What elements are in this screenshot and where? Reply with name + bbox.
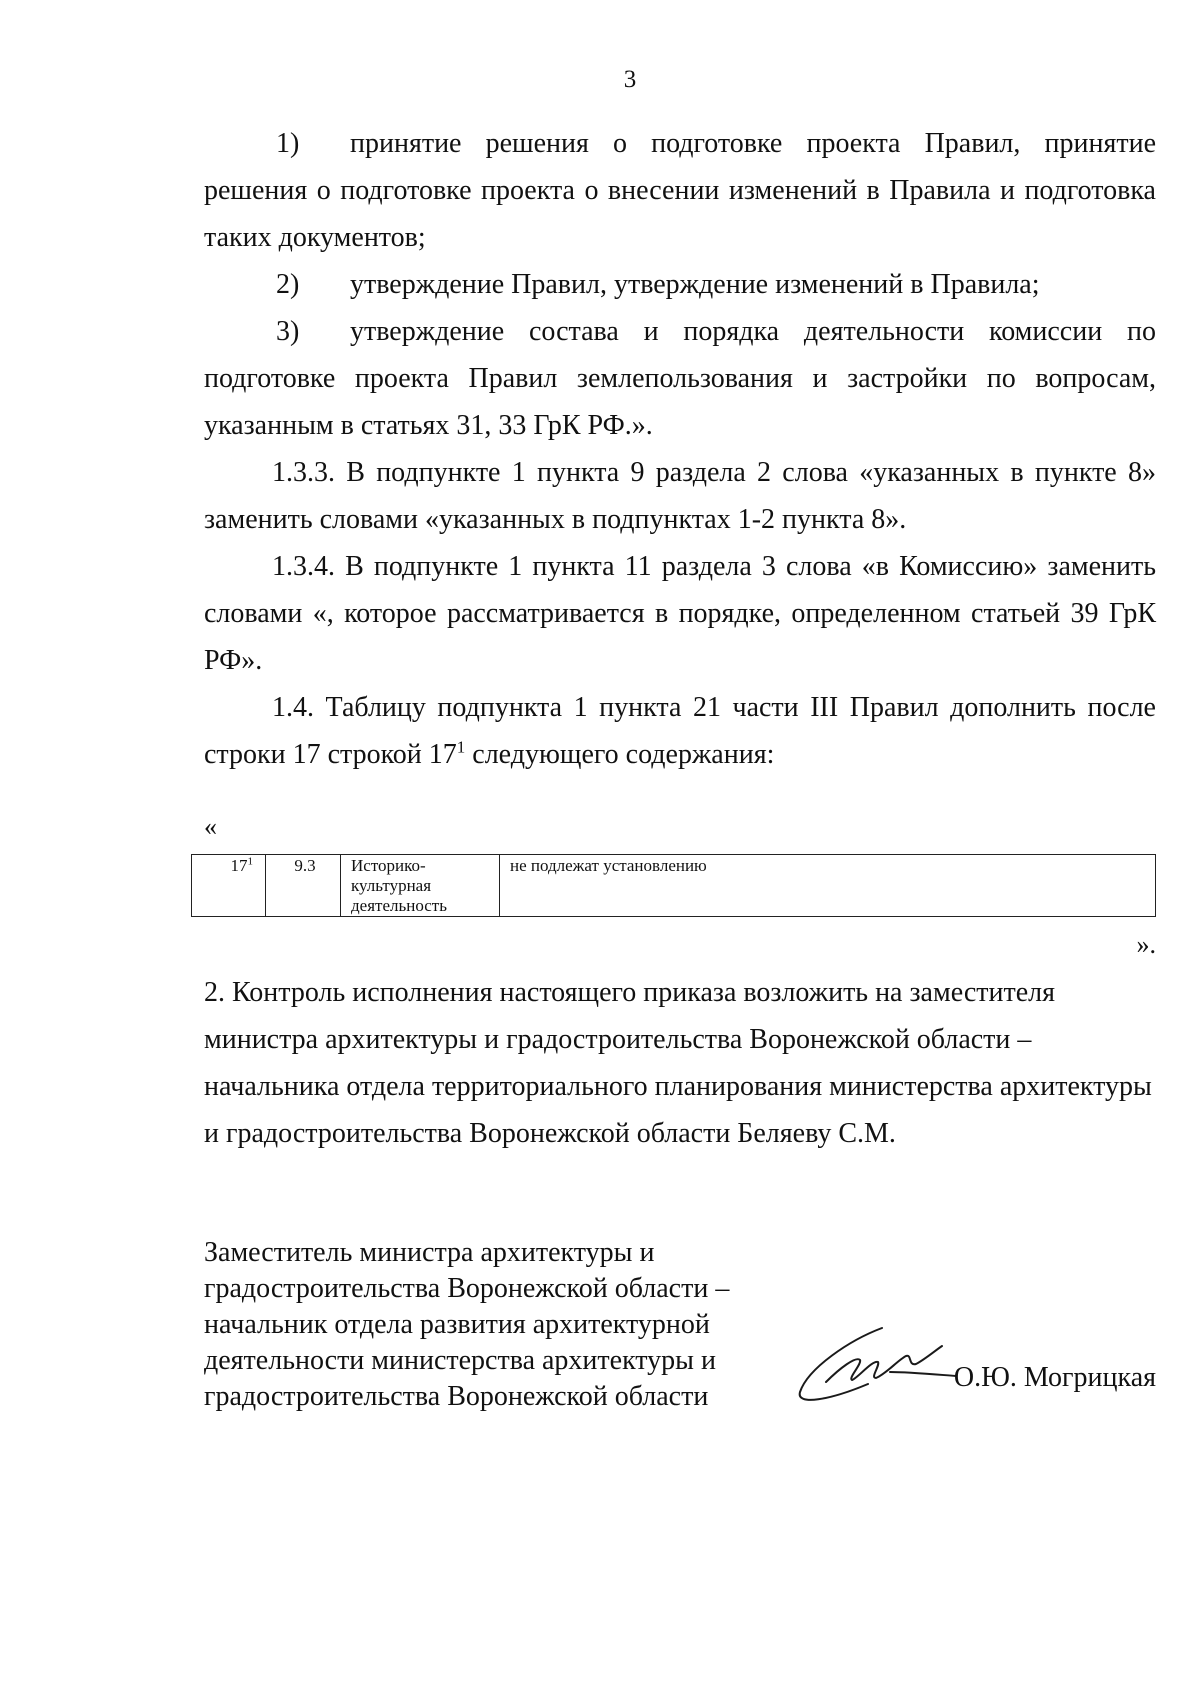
paragraph-1-4 [204, 684, 1156, 778]
paragraph-2-text: 2. Контроль исполнения настоящего приказа возложить на заместителя министра архитектуры и градостроительства Воронежской области – начальника отдела территориального планирования министерства архитектуры и градостроительства Воронежской области Беляеву С.М. [204, 977, 1152, 1149]
code-cell: 9.3 [266, 855, 341, 917]
list-item-1 [204, 120, 1156, 167]
list-item-number: 2) [276, 269, 300, 300]
row-number-cell [192, 855, 266, 917]
opening-quote: « [204, 812, 217, 841]
list-item-continuation: решения о подготовке проекта о внесении изменений в Правила и подготовка таких документов; [204, 175, 1156, 253]
superscript: 1 [456, 737, 466, 757]
table-row [192, 855, 1156, 917]
closing-quote: ». [1136, 930, 1156, 959]
list-item-text: принятие решения о подготовке проекта Правил, принятие [350, 128, 1156, 159]
signatory-line: начальник отдела развития архитектурной [204, 1309, 710, 1340]
paragraph-1-4-tail: следующего содержания: [465, 739, 775, 770]
list-item-number: 1) [276, 128, 300, 159]
paragraph-1-3-4: 1.3.4. В подпункте 1 пункта 11 раздела 3 слова «в Комиссию» заменить словами «, которое рассматривается в порядке, определенном статьей 39 ГрК РФ». [204, 551, 1156, 676]
signatory-line: градостроительства Воронежской области [204, 1381, 709, 1412]
list-item-text: утверждение состава и порядка деятельности комиссии по [350, 316, 1156, 347]
inserted-table [191, 854, 1156, 917]
paragraph-1-3-3: 1.3.3. В подпункте 1 пункта 9 раздела 2 слова «указанных в пункте 8» заменить словами «указанных в подпунктах 1-2 пункта 8». [204, 457, 1156, 535]
value-cell: не подлежат установлению [500, 855, 1156, 917]
row-number: 17 [230, 856, 248, 875]
handwritten-signature [790, 1320, 960, 1406]
document-body [204, 120, 1156, 778]
list-item-number: 3) [276, 316, 300, 347]
list-item-continuation: подготовке проекта Правил землепользования и застройки по вопросам, указанным в статьях 31, 33 ГрК РФ.». [204, 363, 1156, 441]
activity-name-cell: Историко-культурная деятельность [341, 855, 500, 917]
signatory-line: градостроительства Воронежской области – [204, 1273, 730, 1304]
signatory-line: деятельности министерства архитектуры и [204, 1345, 716, 1376]
signer-name: О.Ю. Могрицкая [953, 1362, 1156, 1393]
list-item-text: утверждение Правил, утверждение изменений в Правила; [350, 269, 1040, 300]
list-item-3 [204, 308, 1156, 355]
row-number-superscript: 1 [247, 855, 253, 868]
paragraph-1-4-text: 1.4. Таблицу подпункта 1 пункта 21 части III Правил дополнить после строки 17 строкой 17 [204, 692, 1156, 770]
list-item-2 [204, 261, 1156, 308]
signatory-line: Заместитель министра архитектуры и [204, 1237, 655, 1268]
page-number: 3 [623, 66, 637, 93]
signatory-title [204, 1235, 729, 1415]
paragraph-2 [204, 969, 1156, 1157]
